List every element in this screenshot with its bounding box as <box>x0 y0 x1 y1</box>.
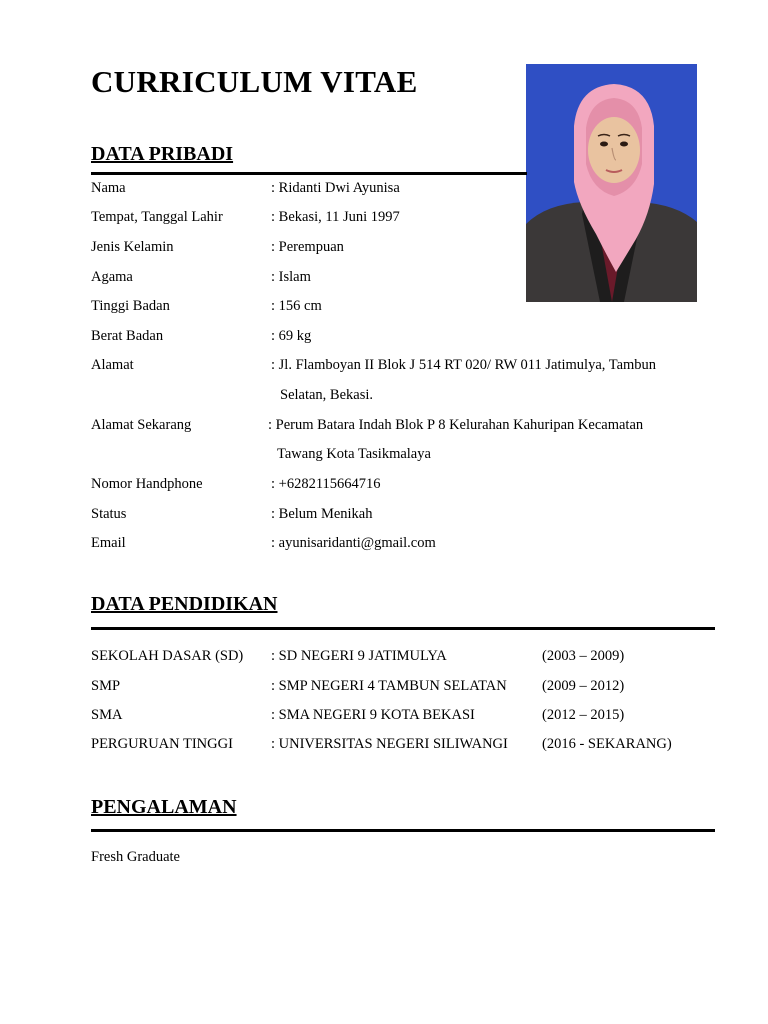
profile-photo <box>526 64 697 302</box>
field-label: Tempat, Tanggal Lahir <box>91 209 223 225</box>
education-school: : UNIVERSITAS NEGERI SILIWANGI <box>271 736 508 752</box>
field-value: : 69 kg <box>271 328 312 344</box>
field-value: : Jl. Flamboyan II Blok J 514 RT 020/ RW 011 Jatimulya, Tambun <box>271 357 657 373</box>
field-value-continuation: Tawang Kota Tasikmalaya <box>277 446 431 462</box>
education-school: : SMP NEGERI 4 TAMBUN SELATAN <box>271 678 507 694</box>
experience-text: Fresh Graduate <box>91 849 180 865</box>
education-school: : SMA NEGERI 9 KOTA BEKASI <box>271 707 475 723</box>
field-label: Email <box>91 535 126 551</box>
education-level: SMA <box>91 707 123 723</box>
education-years: (2003 – 2009) <box>542 648 625 664</box>
field-label: Agama <box>91 269 133 285</box>
field-value: : Ridanti Dwi Ayunisa <box>271 180 400 196</box>
portrait-illustration <box>526 64 697 302</box>
education-level: SMP <box>91 678 121 694</box>
field-value: : Perempuan <box>271 239 344 255</box>
field-value: : 156 cm <box>271 298 322 314</box>
education-school: : SD NEGERI 9 JATIMULYA <box>271 648 447 664</box>
field-label: Jenis Kelamin <box>91 239 174 255</box>
field-value: : Belum Menikah <box>271 506 373 522</box>
education-years: (2009 – 2012) <box>542 678 625 694</box>
cv-title: CURRICULUM VITAE <box>91 64 418 99</box>
field-value: : ayunisaridanti@gmail.com <box>271 535 436 551</box>
field-label: Tinggi Badan <box>91 298 170 314</box>
field-label: Alamat Sekarang <box>91 417 192 433</box>
section-heading-pengalaman: PENGALAMAN <box>91 796 237 818</box>
field-value: : +6282115664716 <box>271 476 381 492</box>
education-years: (2016 - SEKARANG) <box>542 736 672 752</box>
field-value: : Islam <box>271 269 311 285</box>
education-years: (2012 – 2015) <box>542 707 625 723</box>
field-value-continuation: Selatan, Bekasi. <box>280 387 374 403</box>
section-heading-data-pribadi: DATA PRIBADI <box>91 143 234 165</box>
section-divider <box>91 829 715 832</box>
section-heading-data-pendidikan: DATA PENDIDIKAN <box>91 593 278 615</box>
field-label: Nomor Handphone <box>91 476 203 492</box>
field-value: : Perum Batara Indah Blok P 8 Kelurahan Kahuripan Kecamatan <box>268 417 644 433</box>
field-label: Status <box>91 506 127 522</box>
field-value: : Bekasi, 11 Juni 1997 <box>271 209 400 225</box>
field-label: Alamat <box>91 357 134 373</box>
section-divider <box>91 172 527 175</box>
education-level: PERGURUAN TINGGI <box>91 736 233 752</box>
section-divider <box>91 627 715 630</box>
field-label: Nama <box>91 180 126 196</box>
education-level: SEKOLAH DASAR (SD) <box>91 648 244 664</box>
field-label: Berat Badan <box>91 328 164 344</box>
